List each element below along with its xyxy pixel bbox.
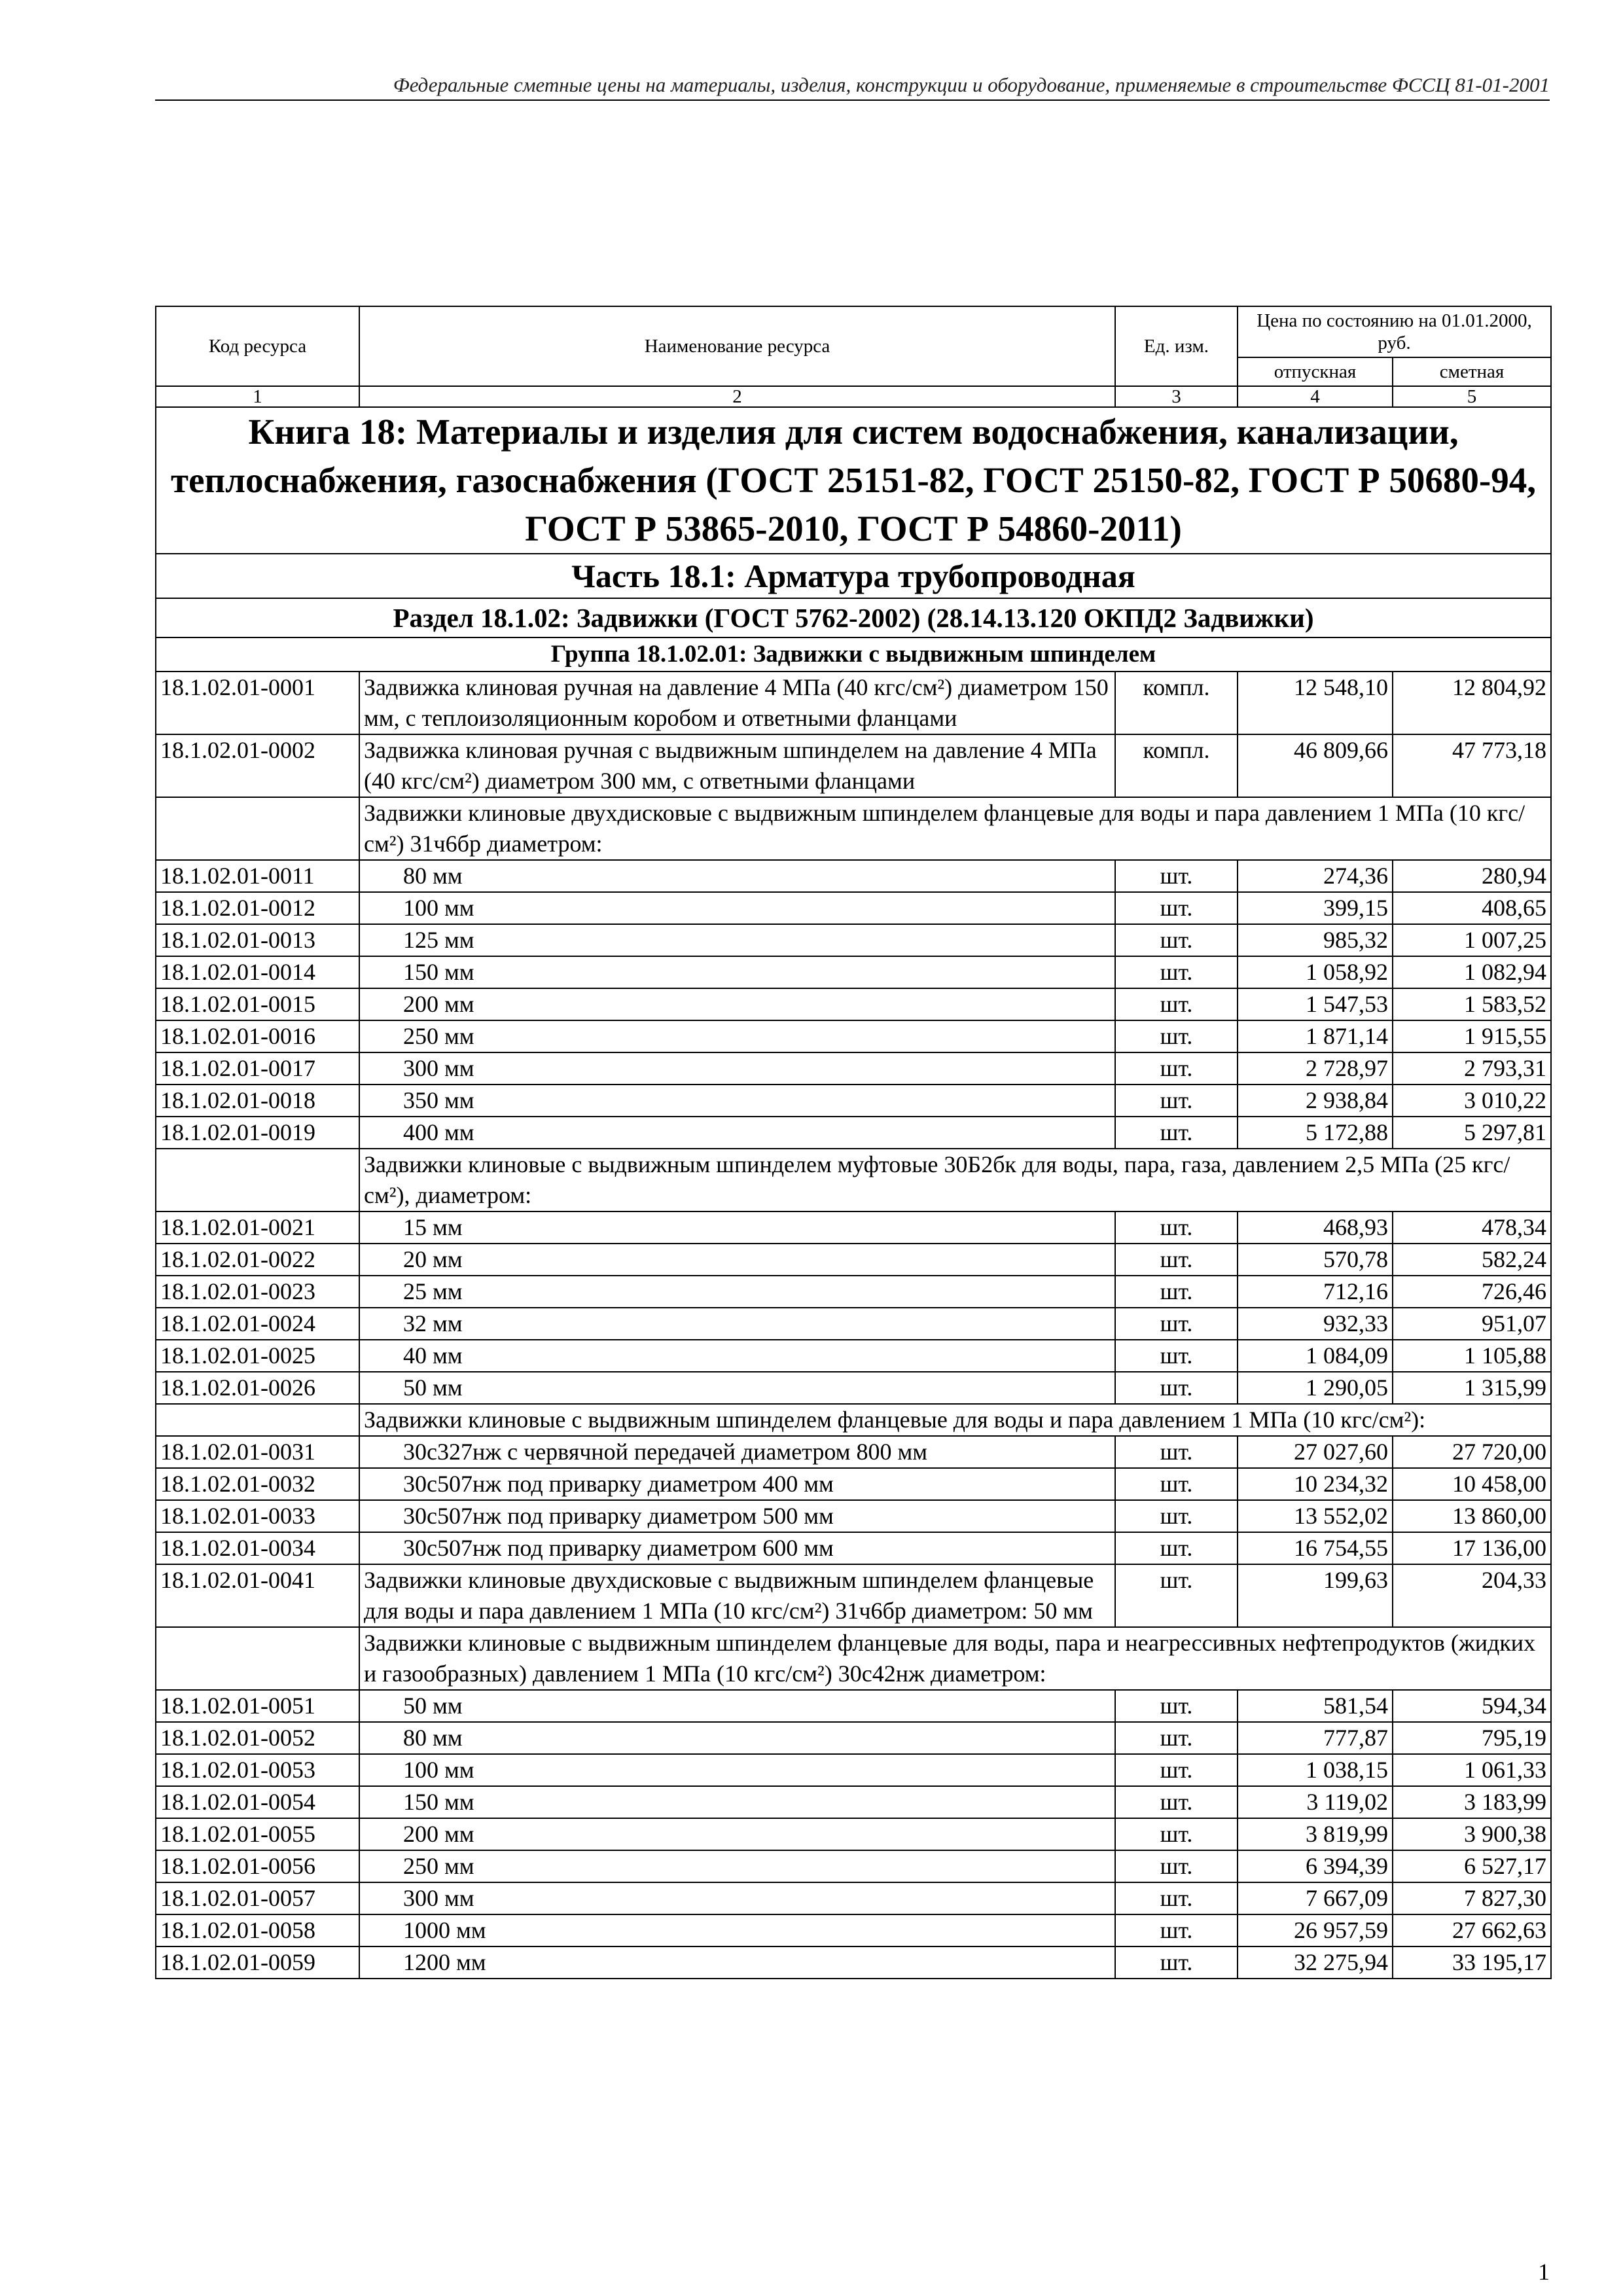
resource-code: 18.1.02.01-0012 — [156, 892, 359, 924]
column-number: 4 — [1238, 386, 1393, 407]
resource-name: 25 мм — [359, 1276, 1115, 1308]
table-row — [156, 1117, 1551, 1149]
subgroup-row — [156, 1149, 1551, 1211]
unit: шт. — [1115, 1340, 1238, 1372]
unit: шт. — [1115, 1754, 1238, 1786]
release-price: 570,78 — [1238, 1244, 1393, 1276]
header-release-price: отпускная — [1238, 357, 1393, 386]
section-title: Раздел 18.1.02: Задвижки (ГОСТ 5762-2002) (28.14.13.120 ОКПД2 Задвижки) — [156, 598, 1551, 637]
resource-name: 1200 мм — [359, 1946, 1115, 1979]
price-table — [155, 306, 1552, 1979]
resource-code: 18.1.02.01-0034 — [156, 1532, 359, 1564]
table-row — [156, 1500, 1551, 1532]
estimate-price: 1 007,25 — [1393, 924, 1551, 956]
table-row — [156, 1850, 1551, 1882]
resource-code: 18.1.02.01-0024 — [156, 1308, 359, 1340]
resource-name: 125 мм — [359, 924, 1115, 956]
unit: шт. — [1115, 1722, 1238, 1754]
release-price: 581,54 — [1238, 1690, 1393, 1722]
estimate-price: 1 583,52 — [1393, 988, 1551, 1020]
column-numbers-row — [156, 386, 1551, 407]
resource-code: 18.1.02.01-0032 — [156, 1468, 359, 1500]
release-price: 7 667,09 — [1238, 1882, 1393, 1914]
estimate-price: 1 315,99 — [1393, 1372, 1551, 1404]
table-row — [156, 1372, 1551, 1404]
unit: шт. — [1115, 1946, 1238, 1979]
release-price: 13 552,02 — [1238, 1500, 1393, 1532]
resource-code: 18.1.02.01-0015 — [156, 988, 359, 1020]
subgroup-row — [156, 1404, 1551, 1436]
resource-code: 18.1.02.01-0033 — [156, 1500, 359, 1532]
resource-code: 18.1.02.01-0059 — [156, 1946, 359, 1979]
resource-code: 18.1.02.01-0021 — [156, 1211, 359, 1244]
estimate-price: 1 082,94 — [1393, 956, 1551, 988]
resource-name: 30с507нж под приварку диаметром 400 мм — [359, 1468, 1115, 1500]
estimate-price: 1 061,33 — [1393, 1754, 1551, 1786]
resource-code: 18.1.02.01-0001 — [156, 672, 359, 734]
resource-code: 18.1.02.01-0011 — [156, 860, 359, 892]
resource-name: 100 мм — [359, 1754, 1115, 1786]
resource-name: 20 мм — [359, 1244, 1115, 1276]
unit: компл. — [1115, 672, 1238, 734]
table-row — [156, 1722, 1551, 1754]
column-number: 5 — [1393, 386, 1551, 407]
unit: шт. — [1115, 1308, 1238, 1340]
unit: шт. — [1115, 988, 1238, 1020]
release-price: 274,36 — [1238, 860, 1393, 892]
unit: шт. — [1115, 1850, 1238, 1882]
resource-name: 300 мм — [359, 1052, 1115, 1085]
release-price: 1 871,14 — [1238, 1020, 1393, 1052]
release-price: 1 058,92 — [1238, 956, 1393, 988]
resource-code: 18.1.02.01-0013 — [156, 924, 359, 956]
release-price: 985,32 — [1238, 924, 1393, 956]
resource-name: 80 мм — [359, 860, 1115, 892]
empty-code-cell — [156, 1627, 359, 1690]
column-number: 2 — [359, 386, 1115, 407]
estimate-price: 3 010,22 — [1393, 1085, 1551, 1117]
estimate-price: 478,34 — [1393, 1211, 1551, 1244]
estimate-price: 47 773,18 — [1393, 734, 1551, 797]
resource-code: 18.1.02.01-0058 — [156, 1914, 359, 1946]
unit: шт. — [1115, 1468, 1238, 1500]
table-row — [156, 734, 1551, 797]
resource-name: 200 мм — [359, 1818, 1115, 1850]
table-row — [156, 1052, 1551, 1085]
resource-code: 18.1.02.01-0017 — [156, 1052, 359, 1085]
table-row — [156, 1564, 1551, 1627]
unit: шт. — [1115, 924, 1238, 956]
table-row — [156, 1946, 1551, 1979]
empty-code-cell — [156, 1149, 359, 1211]
resource-name: 15 мм — [359, 1211, 1115, 1244]
unit: шт. — [1115, 1914, 1238, 1946]
subgroup-description: Задвижки клиновые с выдвижным шпинделем фланцевые для воды и пара давлением 1 МПа (10 кгс/см²): — [359, 1404, 1551, 1436]
estimate-price: 1 915,55 — [1393, 1020, 1551, 1052]
resource-name: 200 мм — [359, 988, 1115, 1020]
unit: шт. — [1115, 1532, 1238, 1564]
resource-name: Задвижка клиновая ручная на давление 4 МПа (40 кгс/см²) диаметром 150 мм, с теплоизоляционным коробом и ответными фланцами — [359, 672, 1115, 734]
estimate-price: 951,07 — [1393, 1308, 1551, 1340]
table-row — [156, 1244, 1551, 1276]
release-price: 712,16 — [1238, 1276, 1393, 1308]
estimate-price: 1 105,88 — [1393, 1340, 1551, 1372]
resource-name: 400 мм — [359, 1117, 1115, 1149]
table-row — [156, 924, 1551, 956]
estimate-price: 2 793,31 — [1393, 1052, 1551, 1085]
subgroup-row — [156, 1627, 1551, 1690]
table-row — [156, 1818, 1551, 1850]
estimate-price: 594,34 — [1393, 1690, 1551, 1722]
estimate-price: 3 900,38 — [1393, 1818, 1551, 1850]
table-row — [156, 1690, 1551, 1722]
table-row — [156, 1308, 1551, 1340]
table-row — [156, 1276, 1551, 1308]
unit: шт. — [1115, 1244, 1238, 1276]
estimate-price: 582,24 — [1393, 1244, 1551, 1276]
resource-code: 18.1.02.01-0056 — [156, 1850, 359, 1882]
unit: шт. — [1115, 1211, 1238, 1244]
release-price: 1 038,15 — [1238, 1754, 1393, 1786]
table-row — [156, 1532, 1551, 1564]
table-row — [156, 988, 1551, 1020]
resource-name: 30с507нж под приварку диаметром 500 мм — [359, 1500, 1115, 1532]
release-price: 46 809,66 — [1238, 734, 1393, 797]
unit: компл. — [1115, 734, 1238, 797]
resource-code: 18.1.02.01-0022 — [156, 1244, 359, 1276]
resource-code: 18.1.02.01-0018 — [156, 1085, 359, 1117]
header-estimate-price: сметная — [1393, 357, 1551, 386]
table-row — [156, 1340, 1551, 1372]
page-number: 1 — [1538, 2259, 1550, 2285]
unit: шт. — [1115, 892, 1238, 924]
table-row — [156, 956, 1551, 988]
estimate-price: 13 860,00 — [1393, 1500, 1551, 1532]
estimate-price: 27 662,63 — [1393, 1914, 1551, 1946]
column-number: 1 — [156, 386, 359, 407]
release-price: 199,63 — [1238, 1564, 1393, 1627]
release-price: 468,93 — [1238, 1211, 1393, 1244]
resource-name: 250 мм — [359, 1020, 1115, 1052]
resource-name: Задвижки клиновые двухдисковые с выдвижным шпинделем фланцевые для воды и пара давлением 1 МПа (10 кгс/см²) 31ч6бр диаметром: 50 мм — [359, 1564, 1115, 1627]
resource-code: 18.1.02.01-0054 — [156, 1786, 359, 1818]
unit: шт. — [1115, 1276, 1238, 1308]
resource-code: 18.1.02.01-0023 — [156, 1276, 359, 1308]
table-row — [156, 1020, 1551, 1052]
resource-code: 18.1.02.01-0031 — [156, 1436, 359, 1468]
resource-code: 18.1.02.01-0025 — [156, 1340, 359, 1372]
resource-code: 18.1.02.01-0055 — [156, 1818, 359, 1850]
release-price: 32 275,94 — [1238, 1946, 1393, 1979]
unit: шт. — [1115, 1564, 1238, 1627]
release-price: 16 754,55 — [1238, 1532, 1393, 1564]
unit: шт. — [1115, 1786, 1238, 1818]
subgroup-description: Задвижки клиновые двухдисковые с выдвижным шпинделем фланцевые для воды и пара давлением 1 МПа (10 кгс/см²) 31ч6бр диаметром: — [359, 797, 1551, 860]
release-price: 399,15 — [1238, 892, 1393, 924]
unit: шт. — [1115, 1500, 1238, 1532]
unit: шт. — [1115, 860, 1238, 892]
resource-code: 18.1.02.01-0019 — [156, 1117, 359, 1149]
estimate-price: 10 458,00 — [1393, 1468, 1551, 1500]
estimate-price: 204,33 — [1393, 1564, 1551, 1627]
resource-name: Задвижка клиновая ручная с выдвижным шпинделем на давление 4 МПа (40 кгс/см²) диаметром 300 мм, с ответными фланцами — [359, 734, 1115, 797]
release-price: 2 938,84 — [1238, 1085, 1393, 1117]
unit: шт. — [1115, 956, 1238, 988]
resource-name: 30с507нж под приварку диаметром 600 мм — [359, 1532, 1115, 1564]
resource-name: 32 мм — [359, 1308, 1115, 1340]
resource-name: 350 мм — [359, 1085, 1115, 1117]
resource-name: 50 мм — [359, 1690, 1115, 1722]
unit: шт. — [1115, 1020, 1238, 1052]
table-row — [156, 1211, 1551, 1244]
estimate-price: 17 136,00 — [1393, 1532, 1551, 1564]
estimate-price: 3 183,99 — [1393, 1786, 1551, 1818]
resource-name: 300 мм — [359, 1882, 1115, 1914]
release-price: 26 957,59 — [1238, 1914, 1393, 1946]
resource-code: 18.1.02.01-0053 — [156, 1754, 359, 1786]
empty-code-cell — [156, 797, 359, 860]
resource-name: 1000 мм — [359, 1914, 1115, 1946]
resource-name: 150 мм — [359, 1786, 1115, 1818]
subgroup-description: Задвижки клиновые с выдвижным шпинделем муфтовые 30Б2бк для воды, пара, газа, давлением 2,5 МПа (25 кгс/см²), диаметром: — [359, 1149, 1551, 1211]
unit: шт. — [1115, 1117, 1238, 1149]
table-row — [156, 1914, 1551, 1946]
table-header-row — [156, 306, 1551, 357]
table-row — [156, 1436, 1551, 1468]
column-number: 3 — [1115, 386, 1238, 407]
table-row — [156, 672, 1551, 734]
resource-code: 18.1.02.01-0041 — [156, 1564, 359, 1627]
release-price: 10 234,32 — [1238, 1468, 1393, 1500]
unit: шт. — [1115, 1085, 1238, 1117]
resource-name: 150 мм — [359, 956, 1115, 988]
resource-code: 18.1.02.01-0057 — [156, 1882, 359, 1914]
release-price: 27 027,60 — [1238, 1436, 1393, 1468]
estimate-price: 6 527,17 — [1393, 1850, 1551, 1882]
header-name: Наименование ресурса — [359, 306, 1115, 386]
unit: шт. — [1115, 1052, 1238, 1085]
release-price: 2 728,97 — [1238, 1052, 1393, 1085]
resource-name: 100 мм — [359, 892, 1115, 924]
estimate-price: 27 720,00 — [1393, 1436, 1551, 1468]
resource-code: 18.1.02.01-0014 — [156, 956, 359, 988]
unit: шт. — [1115, 1882, 1238, 1914]
unit: шт. — [1115, 1690, 1238, 1722]
header-code: Код ресурса — [156, 306, 359, 386]
unit: шт. — [1115, 1818, 1238, 1850]
header-price: Цена по состоянию на 01.01.2000, руб. — [1238, 306, 1551, 357]
resource-code: 18.1.02.01-0002 — [156, 734, 359, 797]
estimate-price: 33 195,17 — [1393, 1946, 1551, 1979]
release-price: 932,33 — [1238, 1308, 1393, 1340]
estimate-price: 280,94 — [1393, 860, 1551, 892]
part-title: Часть 18.1: Арматура трубопроводная — [156, 554, 1551, 598]
resource-code: 18.1.02.01-0051 — [156, 1690, 359, 1722]
estimate-price: 726,46 — [1393, 1276, 1551, 1308]
resource-name: 80 мм — [359, 1722, 1115, 1754]
resource-name: 40 мм — [359, 1340, 1115, 1372]
estimate-price: 12 804,92 — [1393, 672, 1551, 734]
release-price: 3 119,02 — [1238, 1786, 1393, 1818]
release-price: 777,87 — [1238, 1722, 1393, 1754]
release-price: 1 290,05 — [1238, 1372, 1393, 1404]
estimate-price: 408,65 — [1393, 892, 1551, 924]
release-price: 1 084,09 — [1238, 1340, 1393, 1372]
estimate-price: 7 827,30 — [1393, 1882, 1551, 1914]
header-unit: Ед. изм. — [1115, 306, 1238, 386]
subgroup-description: Задвижки клиновые с выдвижным шпинделем фланцевые для воды, пара и неагрессивных нефтепродуктов (жидких и газообразных) давлением 1 МПа (10 кгс/см²) 30с42нж диаметром: — [359, 1627, 1551, 1690]
release-price: 3 819,99 — [1238, 1818, 1393, 1850]
table-row — [156, 1754, 1551, 1786]
resource-name: 30с327нж с червячной передачей диаметром 800 мм — [359, 1436, 1115, 1468]
release-price: 5 172,88 — [1238, 1117, 1393, 1149]
running-header: Федеральные сметные цены на материалы, изделия, конструкции и оборудование, применяемые в строительстве ФССЦ 81-01-2001 — [155, 73, 1550, 101]
table-row — [156, 1786, 1551, 1818]
resource-name: 250 мм — [359, 1850, 1115, 1882]
book-title: Книга 18: Материалы и изделия для систем водоснабжения, канализации, теплоснабжения, газоснабжения (ГОСТ 25151-82, ГОСТ 25150-82, ГОСТ Р 50680-94, ГОСТ Р 53865-2010, ГОСТ Р 54860-2011) — [156, 407, 1551, 554]
resource-code: 18.1.02.01-0052 — [156, 1722, 359, 1754]
table-row — [156, 892, 1551, 924]
resource-name: 50 мм — [359, 1372, 1115, 1404]
subgroup-row — [156, 797, 1551, 860]
resource-code: 18.1.02.01-0016 — [156, 1020, 359, 1052]
table-row — [156, 860, 1551, 892]
release-price: 12 548,10 — [1238, 672, 1393, 734]
unit: шт. — [1115, 1372, 1238, 1404]
table-row — [156, 1468, 1551, 1500]
release-price: 6 394,39 — [1238, 1850, 1393, 1882]
table-row — [156, 1085, 1551, 1117]
release-price: 1 547,53 — [1238, 988, 1393, 1020]
group-title: Группа 18.1.02.01: Задвижки с выдвижным шпинделем — [156, 637, 1551, 672]
estimate-price: 795,19 — [1393, 1722, 1551, 1754]
estimate-price: 5 297,81 — [1393, 1117, 1551, 1149]
resource-code: 18.1.02.01-0026 — [156, 1372, 359, 1404]
unit: шт. — [1115, 1436, 1238, 1468]
table-row — [156, 1882, 1551, 1914]
empty-code-cell — [156, 1404, 359, 1436]
